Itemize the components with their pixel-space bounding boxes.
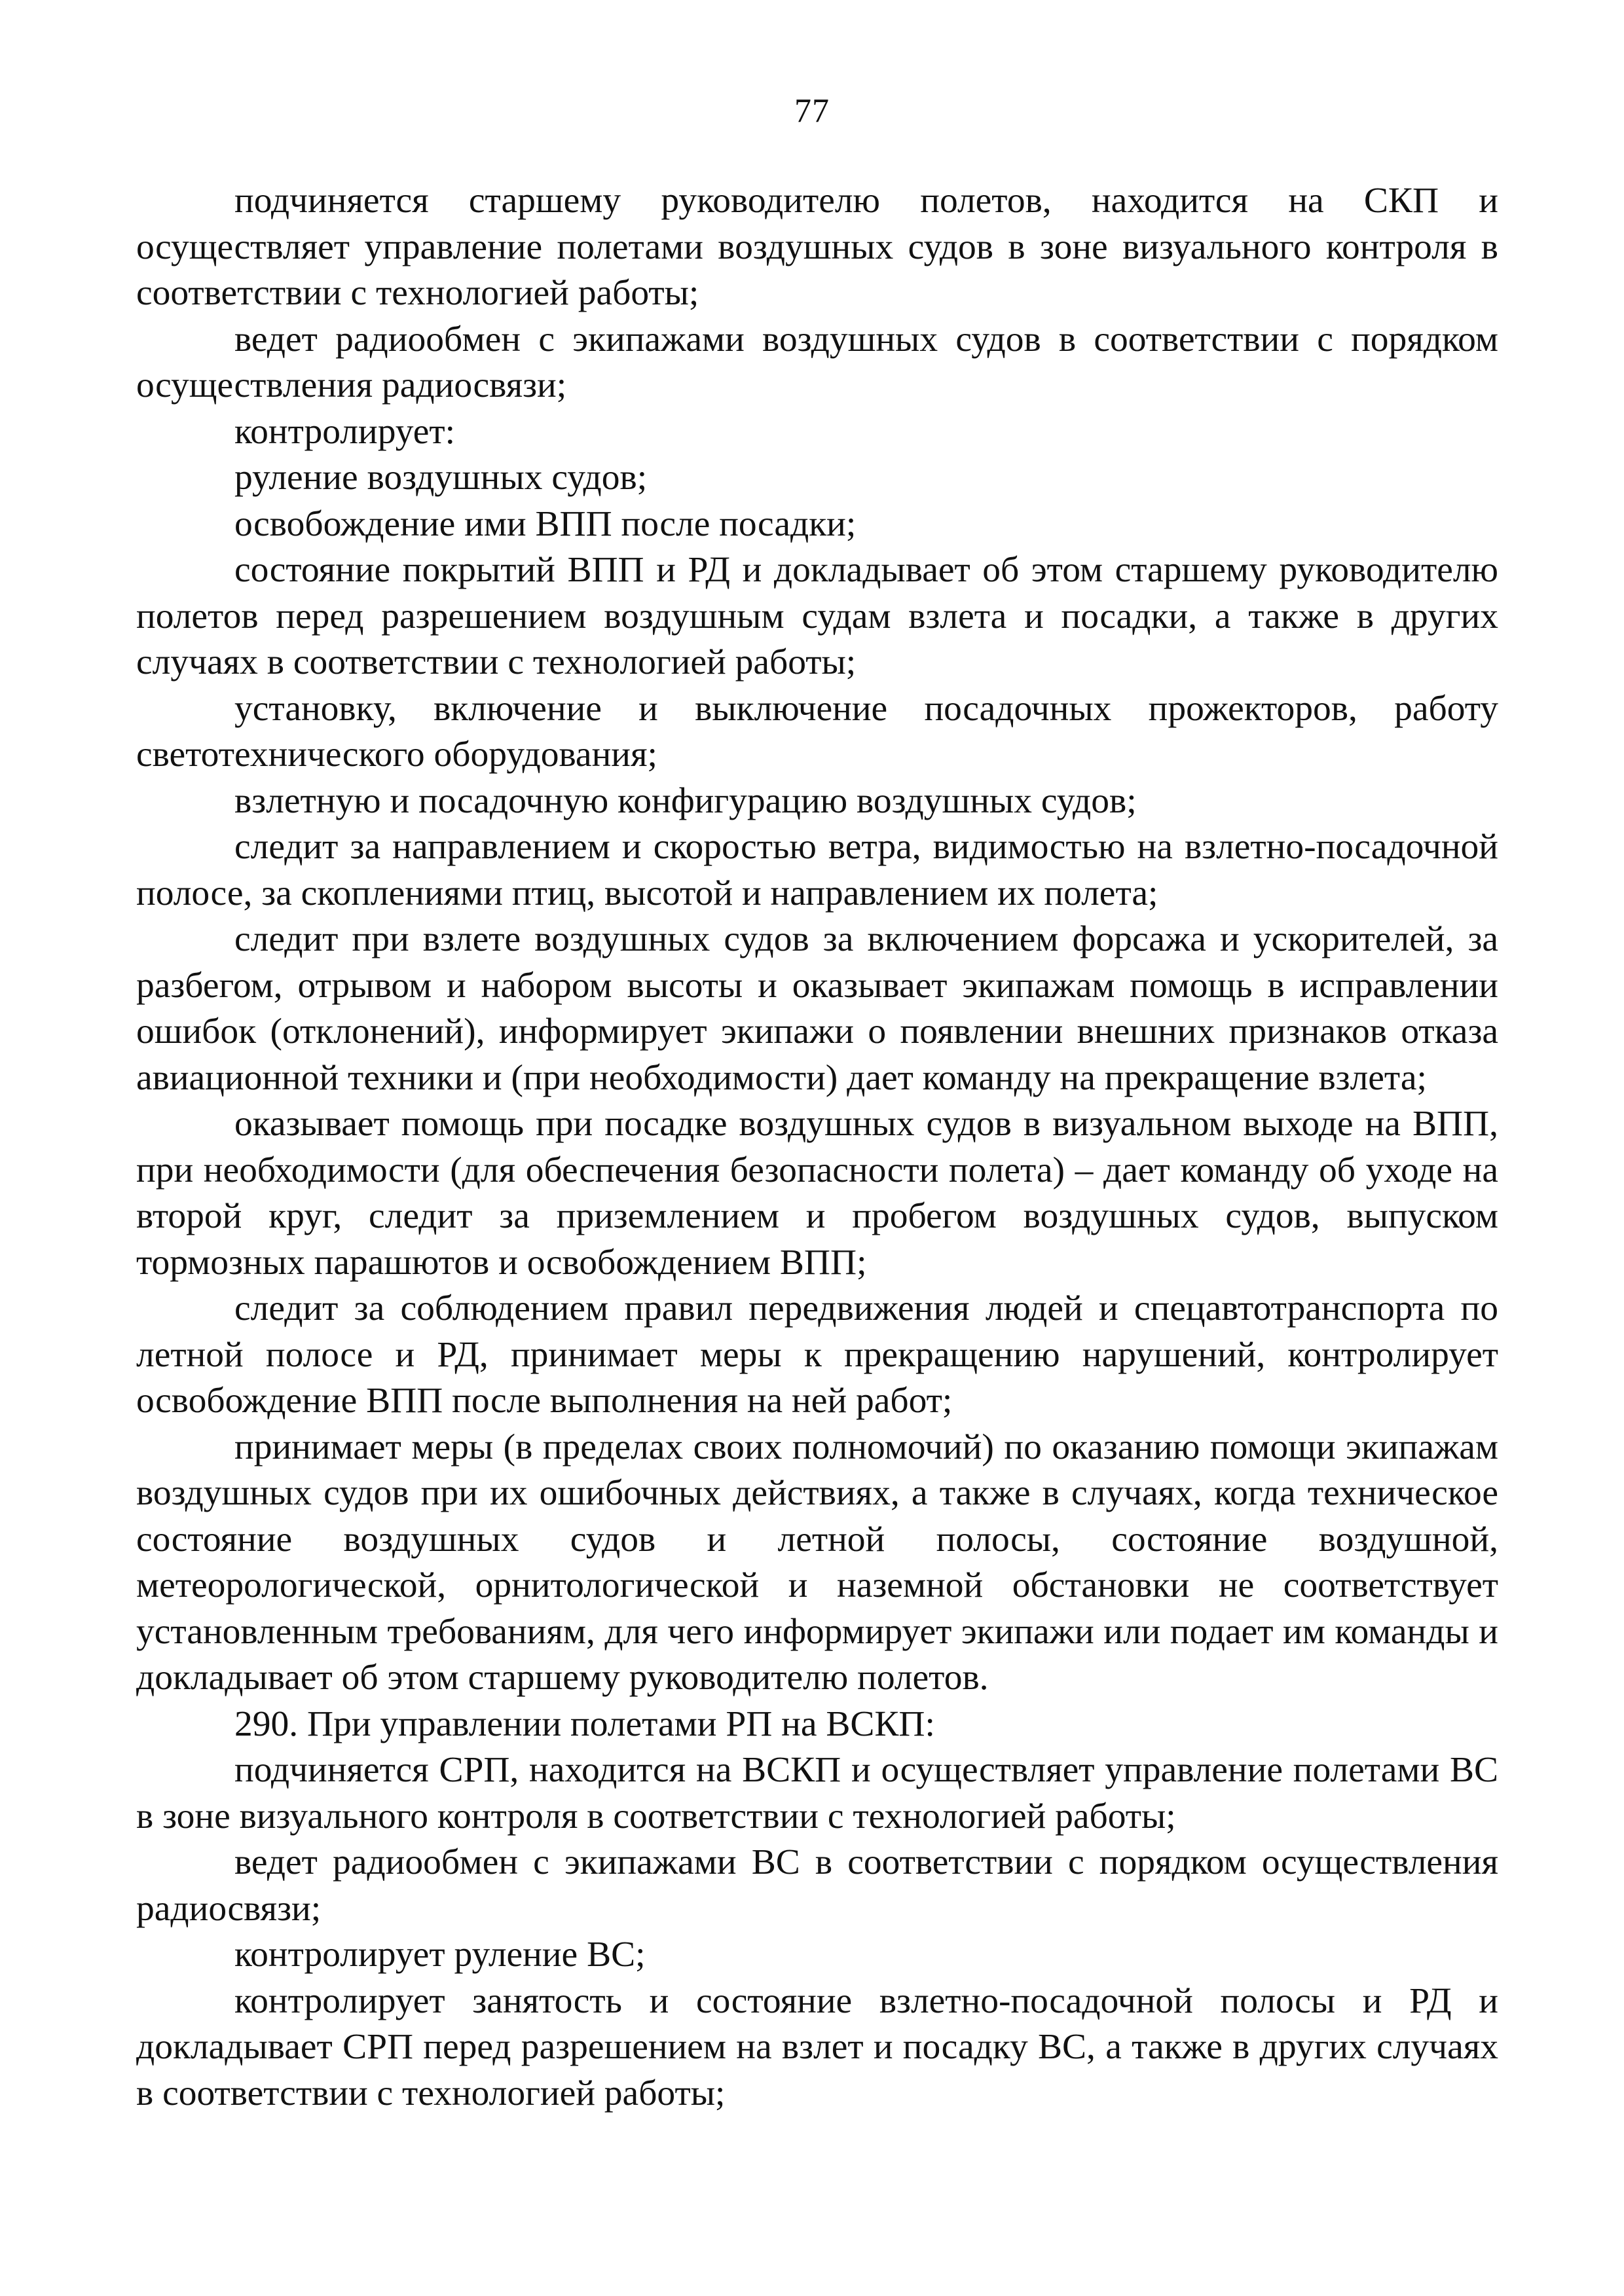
paragraph: принимает меры (в пределах своих полномочий) по оказанию помощи экипажам воздушных судов при их ошибочных действиях, а также в случаях, когда техническое состояние воздушных судов и летной полосы, состояние воздушной, метеорологической, орнитологической и наземной обстановки не соответствует установленным требованиям, для чего информирует экипажи или подает им команды и докладывает об этом старшему руководителю полетов.: [136, 1427, 1498, 1698]
paragraph: освобождение ими ВПП после посадки;: [234, 503, 857, 544]
paragraph: подчиняется СРП, находится на ВСКП и осуществляет управление полетами ВС в зоне визуального контроля в соответствии с технологией работы;: [136, 1750, 1498, 1836]
paragraph: контролирует занятость и состояние взлетно-посадочной полосы и РД и докладывает СРП перед разрешением на взлет и посадку ВС, а также в других случаях в соответствии с технологией работы;: [136, 1980, 1498, 2113]
paragraph: установку, включение и выключение посадочных прожекторов, работу светотехнического оборудования;: [136, 688, 1498, 774]
paragraph: ведет радиообмен с экипажами ВС в соответствии с порядком осуществления радиосвязи;: [136, 1842, 1498, 1929]
paragraph: контролирует:: [234, 411, 456, 452]
paragraph: состояние покрытий ВПП и РД и докладывает об этом старшему руководителю полетов перед разрешением воздушным судам взлета и посадки, а также в других случаях в соответствии с технологией работы;: [136, 550, 1498, 682]
paragraph: подчиняется старшему руководителю полетов, находится на СКП и осуществляет управление полетами воздушных судов в зоне визуального контроля в соответствии с технологией работы;: [136, 181, 1498, 313]
paragraph: следит за соблюдением правил передвижения людей и спецавтотранспорта по летной полосе и РД, принимает меры к прекращению нарушений, контролирует освобождение ВПП после выполнения на ней работ;: [136, 1288, 1498, 1421]
section-heading: 290. При управлении полетами РП на ВСКП:: [234, 1704, 935, 1744]
document-body: [136, 178, 1498, 2117]
paragraph: следит за направлением и скоростью ветра, видимостью на взлетно-посадочной полосе, за скоплениями птиц, высотой и направлением их полета;: [136, 827, 1498, 913]
paragraph: оказывает помощь при посадке воздушных судов в визуальном выходе на ВПП, при необходимости (для обеспечения безопасности полета) – дает команду об уходе на второй круг, следит за приземлением и пробегом воздушных судов, выпуском тормозных парашютов и освобождением ВПП;: [136, 1104, 1498, 1283]
paragraph: следит при взлете воздушных судов за включением форсажа и ускорителей, за разбегом, отрывом и набором высоты и оказывает экипажам помощь в исправлении ошибок (отклонений), информирует экипажи о появлении внешних признаков отказа авиационной техники и (при необходимости) дает команду на прекращение взлета;: [136, 919, 1498, 1098]
paragraph: взлетную и посадочную конфигурацию воздушных судов;: [234, 780, 1137, 821]
paragraph: руление воздушных судов;: [234, 458, 648, 498]
paragraph: ведет радиообмен с экипажами воздушных судов в соответствии с порядком осуществления радиосвязи;: [136, 319, 1498, 405]
page-number: 77: [794, 92, 830, 130]
paragraph: контролирует руление ВС;: [234, 1935, 646, 1975]
